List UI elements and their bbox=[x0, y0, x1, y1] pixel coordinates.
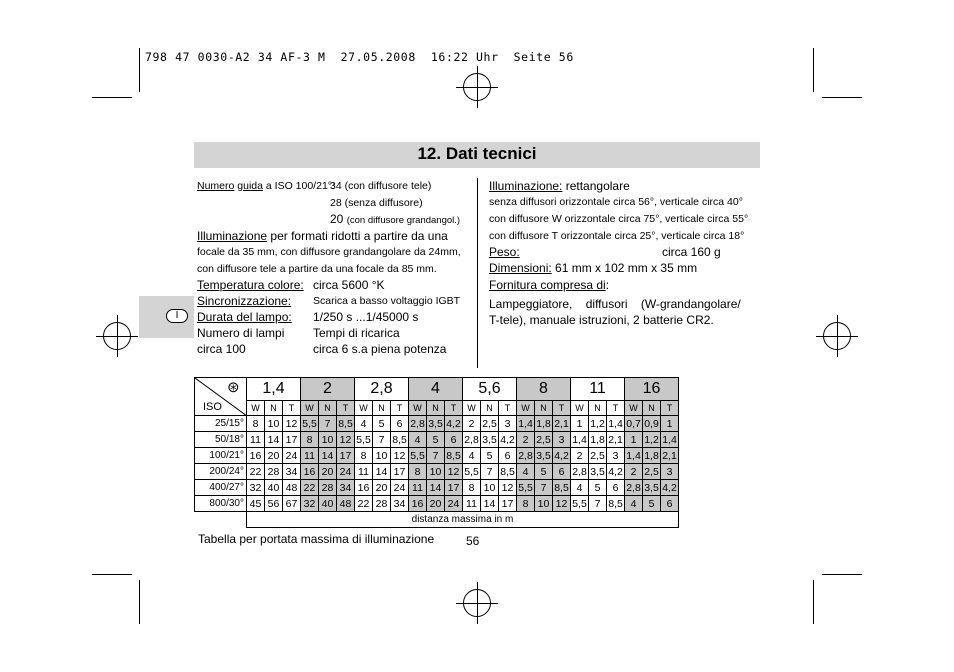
range-cell: 6 bbox=[445, 432, 463, 448]
registration-mark-right bbox=[823, 322, 851, 350]
range-cell: 1,4 bbox=[518, 417, 533, 430]
range-cell: 6 bbox=[553, 464, 571, 480]
range-cell: 1,8 bbox=[590, 433, 605, 446]
range-cell: 2,1 bbox=[554, 417, 569, 430]
range-cell: 7 bbox=[589, 496, 607, 512]
subcolumn-header: W bbox=[355, 400, 373, 415]
range-cell: 22 bbox=[301, 480, 319, 496]
range-cell: 14 bbox=[481, 496, 499, 512]
range-cell: 14 bbox=[373, 464, 391, 480]
subcolumn-header: T bbox=[391, 400, 409, 415]
table-row bbox=[195, 464, 679, 480]
range-cell: 2,8 bbox=[410, 417, 425, 430]
range-cell: 2 bbox=[463, 416, 481, 432]
range-cell: 1,4 bbox=[626, 449, 641, 462]
range-cell: 3 bbox=[553, 432, 571, 448]
range-cell: 12 bbox=[499, 480, 517, 496]
range-cell: 32 bbox=[247, 480, 265, 496]
range-cell: 17 bbox=[391, 464, 409, 480]
range-cell: 5,5 bbox=[572, 497, 587, 510]
range-cell: 2,1 bbox=[662, 449, 677, 462]
range-cell: 6 bbox=[499, 448, 517, 464]
range-cell: 28 bbox=[319, 480, 337, 496]
range-cell: 40 bbox=[319, 496, 337, 512]
subcolumn-header: N bbox=[319, 400, 337, 415]
range-cell: 7 bbox=[319, 416, 337, 432]
guide-value-2: 28 (senza diffusore) bbox=[330, 197, 423, 209]
range-cell: 4,2 bbox=[554, 449, 569, 462]
range-cell: 2,5 bbox=[536, 433, 551, 446]
range-cell: 8 bbox=[409, 464, 427, 480]
sync-label: Sincronizzazione: bbox=[197, 294, 292, 308]
range-cell: 2,8 bbox=[518, 449, 533, 462]
range-cell: 1,8 bbox=[536, 417, 551, 430]
range-cell: 8,5 bbox=[500, 465, 515, 478]
angle-line-1: senza diffusori orizzontale circa 56°, verticale circa 40° bbox=[489, 196, 743, 208]
range-cell: 24 bbox=[391, 480, 409, 496]
iso-cell: 800/30° bbox=[195, 496, 247, 512]
language-badge: I bbox=[166, 309, 188, 323]
range-cell: 3,5 bbox=[428, 417, 443, 430]
range-cell: 11 bbox=[301, 448, 319, 464]
page-number: 56 bbox=[466, 534, 480, 548]
range-cell: 8 bbox=[355, 448, 373, 464]
range-cell: 2,5 bbox=[644, 465, 659, 478]
range-cell: 48 bbox=[283, 480, 301, 496]
range-table bbox=[194, 377, 679, 528]
column-divider bbox=[477, 178, 478, 368]
range-cell: 20 bbox=[427, 496, 445, 512]
range-cell: 56 bbox=[265, 496, 283, 512]
range-cell: 1 bbox=[661, 416, 679, 432]
subcolumn-header: W bbox=[517, 400, 535, 415]
color-temp-value: circa 5600 °K bbox=[313, 278, 385, 292]
range-cell: 7 bbox=[427, 448, 445, 464]
range-cell: 28 bbox=[265, 464, 283, 480]
crop-mark bbox=[139, 580, 140, 624]
title-bar bbox=[194, 142, 760, 168]
range-cell: 12 bbox=[391, 448, 409, 464]
range-cell: 2,8 bbox=[626, 481, 641, 494]
range-cell: 14 bbox=[319, 448, 337, 464]
range-cell: 3 bbox=[499, 416, 517, 432]
range-cell: 14 bbox=[427, 480, 445, 496]
range-cell: 17 bbox=[283, 432, 301, 448]
range-cell: 4,2 bbox=[608, 465, 623, 478]
supply-label: Fornitura compresa di: bbox=[489, 278, 610, 292]
subcolumn-header: W bbox=[247, 400, 265, 415]
iso-cell: 200/24° bbox=[195, 464, 247, 480]
table-footer: distanza massima in m bbox=[247, 512, 679, 528]
supply-text-1: Lampeggiatore, diffusori (W-grandangolare/ bbox=[489, 297, 741, 311]
rect-illumination: Illuminazione: rettangolare bbox=[489, 179, 630, 193]
range-cell: 2,8 bbox=[572, 465, 587, 478]
range-cell: 16 bbox=[247, 448, 265, 464]
registration-mark-left bbox=[103, 322, 131, 350]
dimensions: Dimensioni: 61 mm x 102 mm x 35 mm bbox=[489, 261, 698, 275]
range-cell: 24 bbox=[337, 464, 355, 480]
aperture-header: 11 bbox=[571, 378, 625, 401]
range-cell: 5,5 bbox=[356, 433, 371, 446]
color-temp-label: Temperatura colore: bbox=[197, 278, 304, 292]
angle-line-3: con diffusore T orizzontale circa 25°, verticale circa 18° bbox=[489, 230, 745, 242]
aperture-header: 8 bbox=[517, 378, 571, 401]
crop-mark bbox=[92, 97, 132, 98]
subcolumn-header: T bbox=[283, 400, 301, 415]
range-cell: 11 bbox=[463, 496, 481, 512]
range-cell: 3,5 bbox=[482, 433, 497, 446]
range-cell: 2 bbox=[571, 448, 589, 464]
iso-cell: 50/18° bbox=[195, 432, 247, 448]
range-cell: 1,4 bbox=[662, 433, 677, 446]
range-cell: 2 bbox=[517, 432, 535, 448]
range-cell: 40 bbox=[265, 480, 283, 496]
range-cell: 16 bbox=[409, 496, 427, 512]
range-cell: 32 bbox=[301, 496, 319, 512]
weight-label: Peso: bbox=[489, 245, 520, 259]
range-cell: 17 bbox=[499, 496, 517, 512]
crop-mark bbox=[822, 574, 862, 575]
recharge-label: Tempi di ricarica bbox=[313, 326, 400, 340]
crop-mark bbox=[822, 97, 862, 98]
range-cell: 10 bbox=[265, 416, 283, 432]
range-cell: 4 bbox=[409, 432, 427, 448]
iso-cell: 25/15° bbox=[195, 416, 247, 432]
illumination-line-3: con diffusore tele a partire da una focale da 85 mm. bbox=[197, 263, 437, 275]
range-cell: 1,4 bbox=[572, 433, 587, 446]
subcolumn-header: T bbox=[499, 400, 517, 415]
range-cell: 5,5 bbox=[464, 465, 479, 478]
illumination-label: Illuminazione per formati ridotti a partire da una bbox=[197, 229, 448, 243]
guide-value-1: 34 (con diffusore tele) bbox=[330, 180, 432, 192]
range-cell: 20 bbox=[373, 480, 391, 496]
range-cell: 4 bbox=[463, 448, 481, 464]
subcolumn-header: N bbox=[481, 400, 499, 415]
range-cell: 5,5 bbox=[302, 417, 317, 430]
page-title: 12. Dati tecnici bbox=[417, 144, 537, 163]
range-cell: 2,8 bbox=[464, 433, 479, 446]
range-cell: 4 bbox=[571, 480, 589, 496]
table-caption: Tabella per portata massima di illuminazione bbox=[198, 532, 435, 546]
language-tab bbox=[139, 296, 194, 338]
table-corner bbox=[195, 378, 247, 416]
guide-number-label: Numero guida a ISO 100/21°: bbox=[197, 180, 335, 192]
range-cell: 8,5 bbox=[392, 433, 407, 446]
range-cell: 5 bbox=[427, 432, 445, 448]
range-cell: 4,2 bbox=[662, 481, 677, 494]
supply-text-2: T-tele), manuale istruzioni, 2 batterie CR2. bbox=[489, 313, 714, 327]
duration-label: Durata del lampo: bbox=[197, 310, 292, 324]
range-cell: 3 bbox=[661, 464, 679, 480]
range-cell: 12 bbox=[337, 432, 355, 448]
range-cell: 10 bbox=[481, 480, 499, 496]
recharge-value: circa 6 s.a piena potenza bbox=[313, 342, 447, 356]
range-cell: 8 bbox=[301, 432, 319, 448]
range-cell: 1,2 bbox=[590, 417, 605, 430]
subcolumn-header: W bbox=[571, 400, 589, 415]
range-cell: 5,5 bbox=[518, 481, 533, 494]
range-cell: 6 bbox=[391, 416, 409, 432]
subcolumn-header: W bbox=[409, 400, 427, 415]
range-cell: 10 bbox=[427, 464, 445, 480]
range-cell: 45 bbox=[247, 496, 265, 512]
sync-value: Scarica a basso voltaggio IGBT bbox=[313, 295, 461, 307]
range-cell: 0,9 bbox=[644, 417, 659, 430]
subcolumn-header: W bbox=[301, 400, 319, 415]
range-cell: 5 bbox=[535, 464, 553, 480]
range-cell: 3,5 bbox=[590, 465, 605, 478]
range-cell: 10 bbox=[373, 448, 391, 464]
range-cell: 2,5 bbox=[590, 449, 605, 462]
range-cell: 6 bbox=[607, 480, 625, 496]
range-cell: 4 bbox=[355, 416, 373, 432]
duration-value: 1/250 s ...1/45000 s bbox=[313, 310, 419, 324]
subcolumn-header: T bbox=[607, 400, 625, 415]
range-cell: 5 bbox=[643, 496, 661, 512]
registration-mark-top bbox=[463, 73, 491, 101]
range-cell: 8,5 bbox=[338, 417, 353, 430]
range-cell: 10 bbox=[319, 432, 337, 448]
range-cell: 67 bbox=[283, 496, 301, 512]
range-cell: 20 bbox=[265, 448, 283, 464]
iso-cell: 400/27° bbox=[195, 480, 247, 496]
range-cell: 11 bbox=[355, 464, 373, 480]
range-cell: 28 bbox=[373, 496, 391, 512]
range-cell: 1 bbox=[625, 432, 643, 448]
range-cell: 0,7 bbox=[626, 417, 641, 430]
range-cell: 22 bbox=[247, 464, 265, 480]
subcolumn-header: T bbox=[661, 400, 679, 415]
range-cell: 4,2 bbox=[446, 417, 461, 430]
range-cell: 4,2 bbox=[500, 433, 515, 446]
flashes-label: Numero di lampi bbox=[197, 326, 285, 340]
range-cell: 7 bbox=[373, 432, 391, 448]
aperture-header: 1,4 bbox=[247, 378, 301, 401]
range-cell: 6 bbox=[661, 496, 679, 512]
range-cell: 12 bbox=[445, 464, 463, 480]
range-cell: 10 bbox=[535, 496, 553, 512]
subcolumn-header: T bbox=[553, 400, 571, 415]
flashes-value: circa 100 bbox=[197, 342, 246, 356]
range-cell: 1,8 bbox=[644, 449, 659, 462]
table-row bbox=[195, 496, 679, 512]
range-cell: 17 bbox=[445, 480, 463, 496]
range-cell: 24 bbox=[445, 496, 463, 512]
range-cell: 1 bbox=[571, 416, 589, 432]
range-cell: 5 bbox=[481, 448, 499, 464]
crop-mark bbox=[813, 48, 814, 92]
range-cell: 22 bbox=[355, 496, 373, 512]
aperture-icon: ⊛ bbox=[227, 379, 240, 396]
iso-label: ISO bbox=[203, 401, 222, 413]
range-cell: 7 bbox=[535, 480, 553, 496]
range-cell: 12 bbox=[553, 496, 571, 512]
range-cell: 5 bbox=[589, 480, 607, 496]
registration-mark-bottom bbox=[463, 589, 491, 617]
table-row bbox=[195, 432, 679, 448]
range-cell: 16 bbox=[355, 480, 373, 496]
range-cell: 2,5 bbox=[482, 417, 497, 430]
range-cell: 7 bbox=[481, 464, 499, 480]
illumination-line-2: focale da 35 mm, con diffusore grandangolare da 24mm, bbox=[197, 246, 461, 258]
range-cell: 16 bbox=[301, 464, 319, 480]
range-cell: 11 bbox=[247, 432, 265, 448]
aperture-header: 16 bbox=[625, 378, 679, 401]
weight-value: circa 160 g bbox=[662, 245, 721, 259]
subcolumn-header: T bbox=[337, 400, 355, 415]
aperture-header: 2,8 bbox=[355, 378, 409, 401]
range-cell: 5 bbox=[373, 416, 391, 432]
iso-cell: 100/21° bbox=[195, 448, 247, 464]
range-cell: 8,5 bbox=[554, 481, 569, 494]
range-cell: 3,5 bbox=[644, 481, 659, 494]
range-cell: 2,1 bbox=[608, 433, 623, 446]
table-row bbox=[195, 448, 679, 464]
subcolumn-header: N bbox=[427, 400, 445, 415]
range-cell: 3,5 bbox=[536, 449, 551, 462]
range-cell: 34 bbox=[337, 480, 355, 496]
range-cell: 4 bbox=[517, 464, 535, 480]
footer-row bbox=[195, 512, 679, 528]
range-cell: 5,5 bbox=[410, 449, 425, 462]
crop-mark bbox=[813, 580, 814, 624]
aperture-header: 5,6 bbox=[463, 378, 517, 401]
subcolumn-row bbox=[195, 400, 679, 415]
crop-mark bbox=[139, 48, 140, 92]
range-cell: 8 bbox=[247, 416, 265, 432]
aperture-header: 4 bbox=[409, 378, 463, 401]
angle-line-2: con diffusore W orizzontale circa 75°, verticale circa 55° bbox=[489, 213, 749, 225]
range-cell: 14 bbox=[265, 432, 283, 448]
range-cell: 8 bbox=[517, 496, 535, 512]
range-cell: 34 bbox=[391, 496, 409, 512]
crop-mark bbox=[92, 574, 132, 575]
subcolumn-header: T bbox=[445, 400, 463, 415]
range-cell: 1,4 bbox=[608, 417, 623, 430]
range-cell: 8,5 bbox=[446, 449, 461, 462]
table-row bbox=[195, 480, 679, 496]
range-cell: 8 bbox=[463, 480, 481, 496]
subcolumn-header: N bbox=[535, 400, 553, 415]
guide-value-3: 20 (con diffusore grandangol.) bbox=[330, 212, 461, 226]
table-row bbox=[195, 416, 679, 432]
range-cell: 11 bbox=[409, 480, 427, 496]
subcolumn-header: N bbox=[643, 400, 661, 415]
range-cell: 2 bbox=[625, 464, 643, 480]
range-cell: 1,2 bbox=[644, 433, 659, 446]
subcolumn-header: N bbox=[373, 400, 391, 415]
range-cell: 20 bbox=[319, 464, 337, 480]
aperture-row bbox=[195, 378, 679, 401]
subcolumn-header: N bbox=[589, 400, 607, 415]
print-header: 798 47 0030-A2 34 AF-3 M 27.05.2008 16:22 Uhr Seite 56 bbox=[145, 50, 574, 64]
aperture-header: 2 bbox=[301, 378, 355, 401]
footer-spacer bbox=[195, 512, 247, 528]
range-cell: 4 bbox=[625, 496, 643, 512]
subcolumn-header: N bbox=[265, 400, 283, 415]
range-cell: 12 bbox=[283, 416, 301, 432]
range-cell: 3 bbox=[607, 448, 625, 464]
subcolumn-header: W bbox=[625, 400, 643, 415]
range-cell: 34 bbox=[283, 464, 301, 480]
subcolumn-header: W bbox=[463, 400, 481, 415]
range-cell: 48 bbox=[337, 496, 355, 512]
range-cell: 17 bbox=[337, 448, 355, 464]
range-cell: 24 bbox=[283, 448, 301, 464]
range-cell: 8,5 bbox=[608, 497, 623, 510]
